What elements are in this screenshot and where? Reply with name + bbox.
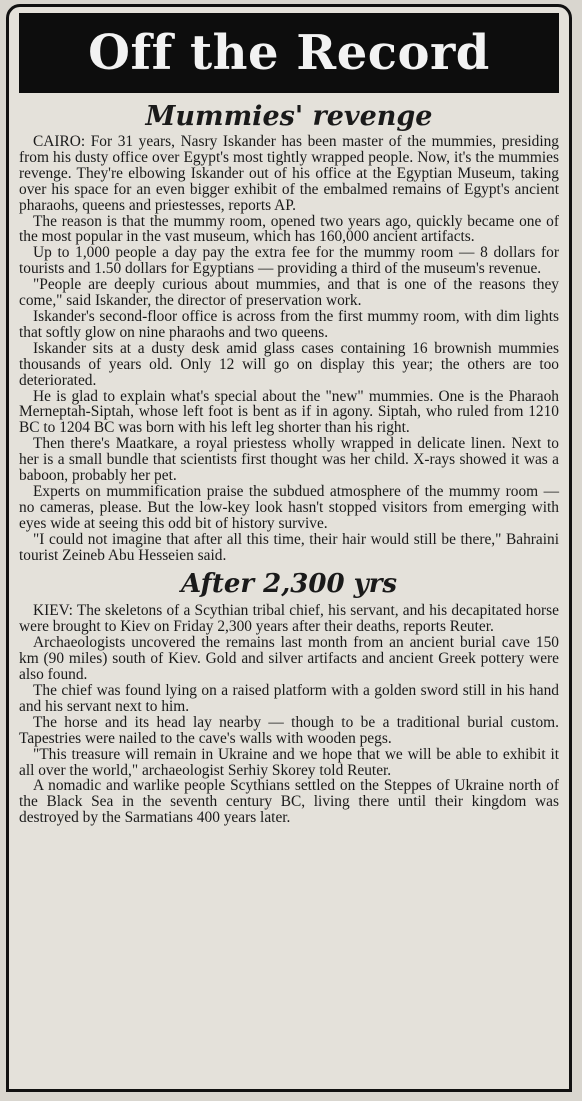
article-paragraph: "This treasure will remain in Ukraine and we hope that we will be able to exhibit it all over the world," archaeologist Serhiy Skorey told Reuter. [19, 745, 559, 779]
article-paragraph: KIEV: The skeletons of a Scythian tribal chief, his servant, and his decapitated horse were brought to Kiev on Friday 2,300 years after their deaths, reports Reuter. [19, 602, 559, 636]
article-paragraph: Up to 1,000 people a day pay the extra fee for the mummy room — 8 dollars for tourists and 1.50 dollars for Egyptians — providing a third of the museum's revenue. [19, 244, 559, 278]
article-paragraph: Archaeologists uncovered the remains last month from an ancient burial cave 150 km (90 miles) south of Kiev. Gold and silver artifacts and ancient Greek pottery were also found. [19, 634, 559, 684]
article-paragraph: Then there's Maatkare, a royal priestess wholly wrapped in delicate linen. Next to her is a small bundle that scientists first thought was her child. X-rays showed it was a baboon, probably her pet. [19, 435, 559, 485]
article-paragraph: Iskander's second-floor office is across from the first mummy room, with dim lights that softly glow on nine pharaohs and two queens. [19, 307, 559, 341]
column-banner [19, 13, 559, 93]
article-paragraph: He is glad to explain what's special about the "new" mummies. One is the Pharaoh Merneptah-Siptah, whose left foot is bent as if in agony. Siptah, who ruled from 1210 BC to 1204 BC was born with his left leg shorter than his right. [19, 387, 559, 437]
story-headline: After 2,300 yrs [180, 569, 398, 600]
article-paragraph: A nomadic and warlike people Scythians settled on the Steppes of Ukraine north of the Black Sea in the seventh century BC, living there until their kingdom was destroyed by the Sarmatians 400 years later. [19, 777, 559, 827]
article-paragraph: The reason is that the mummy room, opened two years ago, quickly became one of the most popular in the vast museum, which has 160,000 ancient artifacts. [19, 212, 559, 246]
article-paragraph: "I could not imagine that after all this time, their hair would still be there," Bahraini tourist Zeineb Abu Hesseien said. [19, 530, 559, 564]
newspaper-clipping [6, 4, 572, 1092]
column-title: Off the Record [88, 25, 490, 81]
article-paragraph: "People are deeply curious about mummies, and that is one of the reasons they come," said Iskander, the director of preservation work. [19, 276, 559, 310]
story-headline: Mummies' revenge [145, 101, 433, 132]
article-paragraph: CAIRO: For 31 years, Nasry Iskander has been master of the mummies, presiding from his dusty office over Egypt's most tightly wrapped people. Now, it's the mummies revenge. They're elbowing Iskander out of his office at the Egyptian Museum, taking over his space for an even bigger exhibit of the embalmed remains of Egypt's ancient pharaohs, queens and priestesses, reports AP. [19, 133, 559, 214]
story-body-scythian [9, 603, 569, 826]
article-paragraph: Iskander sits at a dusty desk amid glass cases containing 16 brownish mummies thousands of years old. Only 12 will go on display this year; the others are too deteriorated. [19, 339, 559, 389]
article-paragraph: The horse and its head lay nearby — though to be a traditional burial custom. Tapestries were nailed to the cave's walls with wooden pegs. [19, 713, 559, 747]
article-paragraph: Experts on mummification praise the subdued atmosphere of the mummy room — no cameras, please. But the low-key look hasn't stopped visitors from emerging with eyes wide at seeing this odd bit of history survive. [19, 482, 559, 532]
story-body-mummies [9, 134, 569, 563]
article-paragraph: The chief was found lying on a raised platform with a golden sword still in his hand and his servant next to him. [19, 682, 559, 715]
